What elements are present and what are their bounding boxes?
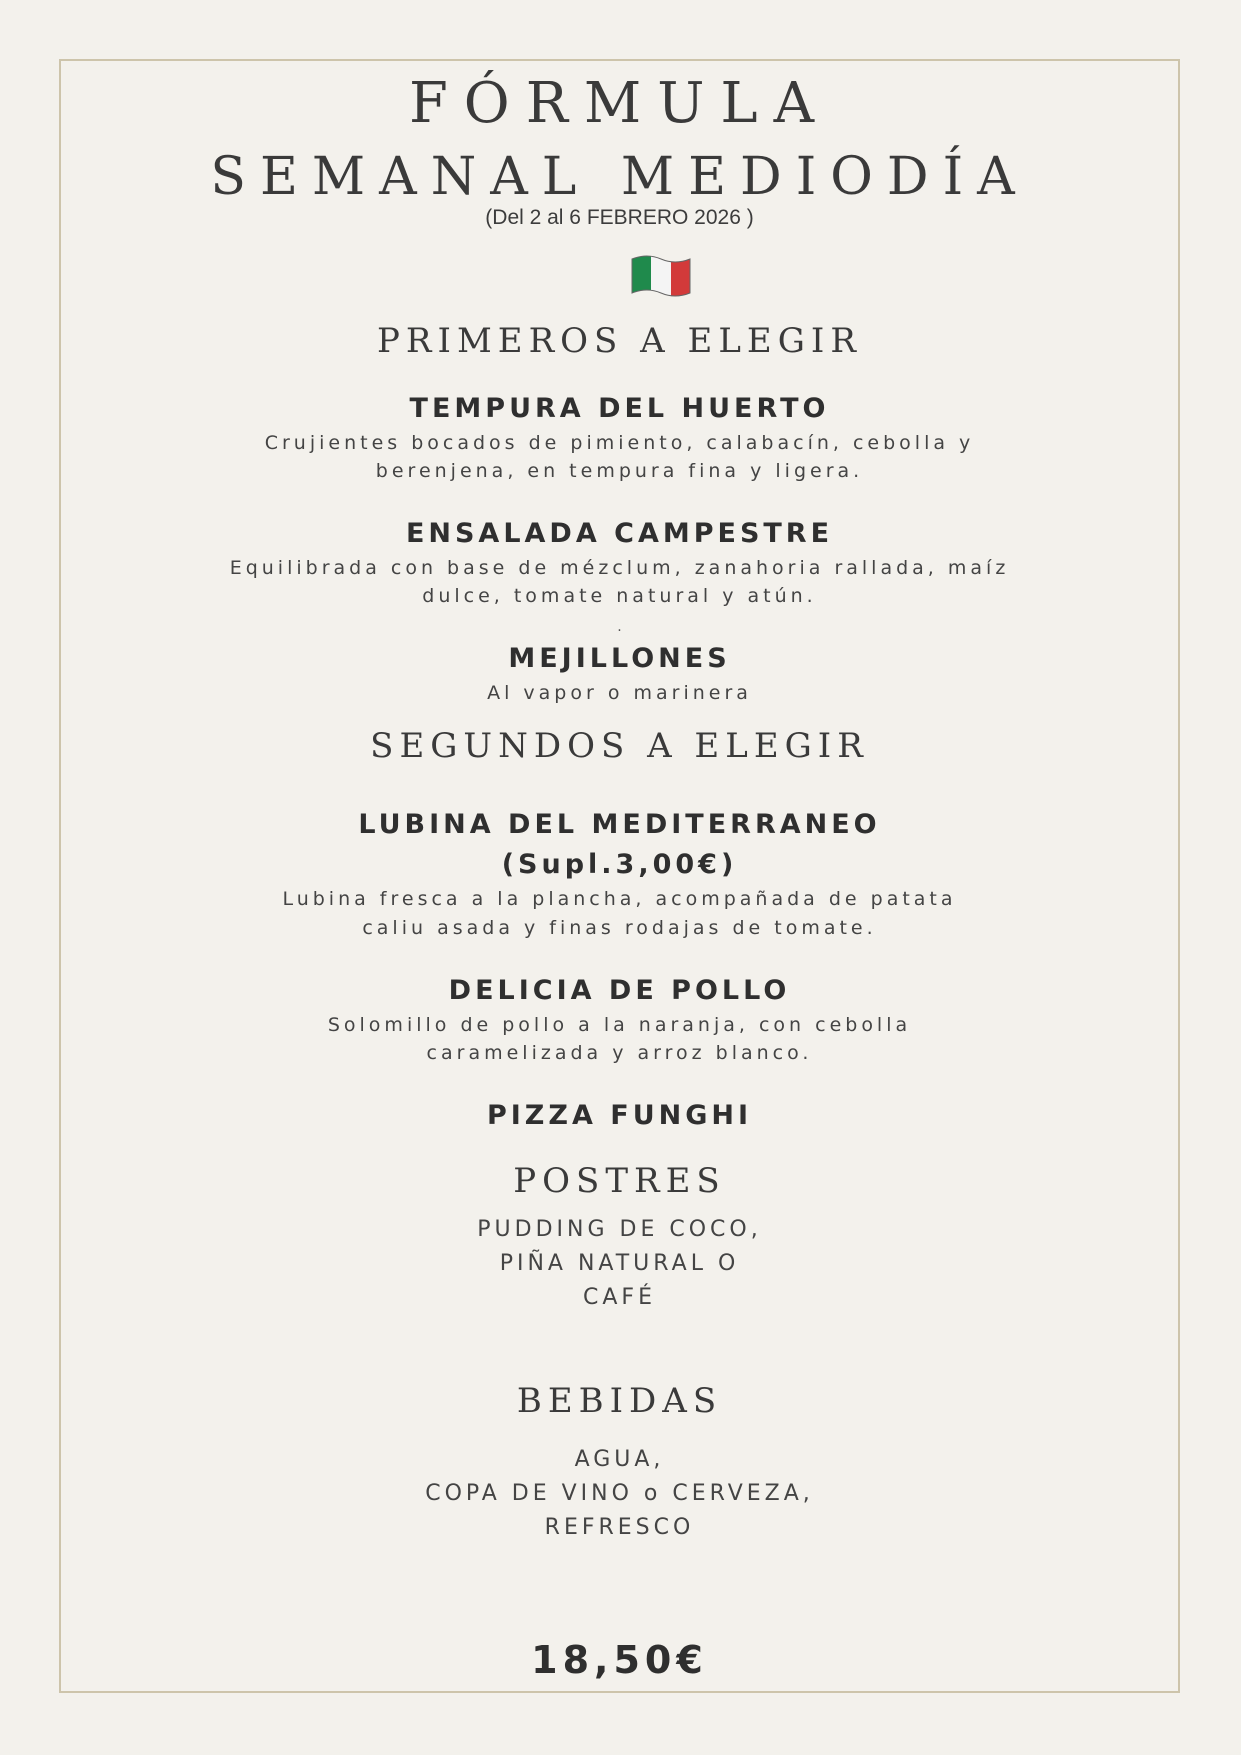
dish-description: Crujientes bocados de pimiento, calabacín, cebolla y: [264, 432, 975, 454]
menu-price: 18,50€: [531, 1638, 708, 1682]
dish-name: LUBINA DEL MEDITERRANEO: [358, 809, 881, 840]
italy-flag-icon: [630, 253, 692, 299]
dish-name: PIZZA FUNGHI: [486, 1100, 753, 1131]
postre-item: PIÑA NATURAL O: [499, 1251, 740, 1276]
dish-name: DELICIA DE POLLO: [448, 975, 791, 1006]
dish-description: berenjena, en tempura fina y ligera.: [375, 460, 864, 482]
dish-name: MEJILLONES: [508, 643, 731, 674]
postre-item: CAFÉ: [583, 1285, 656, 1310]
dish-name: ENSALADA CAMPESTRE: [405, 518, 834, 549]
dish-description: Solomillo de pollo a la naranja, con cebolla: [327, 1014, 912, 1036]
bebida-item: COPA DE VINO o CERVEZA,: [425, 1481, 814, 1506]
dish-description: Al vapor o marinera: [487, 682, 752, 704]
menu-title-line1: FÓRMULA: [408, 71, 831, 136]
separator-dot: .: [617, 619, 622, 635]
bebida-item: AGUA,: [574, 1447, 665, 1472]
dish-description: caliu asada y finas rodajas de tomate.: [362, 917, 877, 939]
dish-description: dulce, tomate natural y atún.: [422, 585, 817, 607]
dish-supplement: (Supl.3,00€): [501, 849, 738, 880]
dish-description: caramelizada y arroz blanco.: [426, 1042, 813, 1064]
postre-item: PUDDING DE COCO,: [477, 1217, 762, 1242]
section-heading-postres: POSTRES: [513, 1161, 726, 1201]
section-heading-bebidas: BEBIDAS: [516, 1381, 723, 1421]
menu-dates: (Del 2 al 6 FEBRERO 2026 ): [485, 206, 754, 229]
dish-description: Equilibrada con base de mézclum, zanahoria rallada, maíz: [229, 557, 1010, 579]
section-heading-segundos: SEGUNDOS A ELEGIR: [370, 726, 869, 766]
dish-name: TEMPURA DEL HUERTO: [409, 393, 830, 424]
menu-title-line2: SEMANAL MEDIODÍA: [210, 147, 1029, 207]
section-heading-primeros: PRIMEROS A ELEGIR: [377, 321, 862, 361]
bebida-item: REFRESCO: [544, 1515, 695, 1540]
dish-description: Lubina fresca a la plancha, acompañada de patata: [282, 888, 957, 910]
